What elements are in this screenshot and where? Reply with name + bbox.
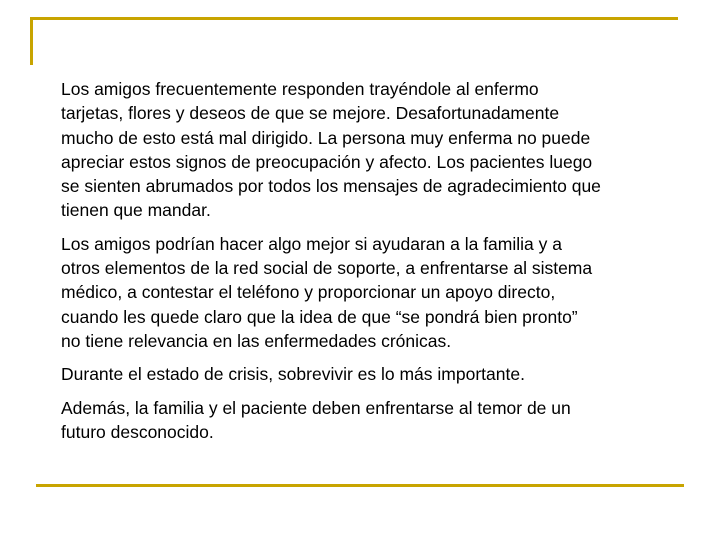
paragraph-crisis-survival: Durante el estado de crisis, sobrevivir es lo más importante. [61,364,525,385]
bottom-horizontal-rule [36,484,684,487]
top-horizontal-rule [30,17,678,20]
paragraph-fear-unknown-future: Además, la familia y el paciente deben enfrentarse al temor de un futuro desconocido. [61,397,571,442]
top-vertical-rule [30,17,33,65]
paragraph-friends-help: Los amigos podrían hacer algo mejor si ayudaran a la familia y a otros elementos de la red social de soporte, a enfrentarse al sistema médico, a contestar el teléfono y proporcionar un apoyo directo, cuando les quede claro que la idea de que “se pondrá bien pronto” no tiene relevancia en las enfermedades crónicas. [61,233,593,351]
slide-body [61,77,691,453]
paragraph-friends-cards: Los amigos frecuentemente responden trayéndole al enfermo tarjetas, flores y deseos de que se mejore. Desafortunadamente mucho de esto está mal dirigido. La persona muy enferma no puede apreciar estos signos de preocupación y afecto. Los pacientes luego se sienten abrumados por todos los mensajes de agradecimiento que tienen que mandar. [61,79,601,221]
